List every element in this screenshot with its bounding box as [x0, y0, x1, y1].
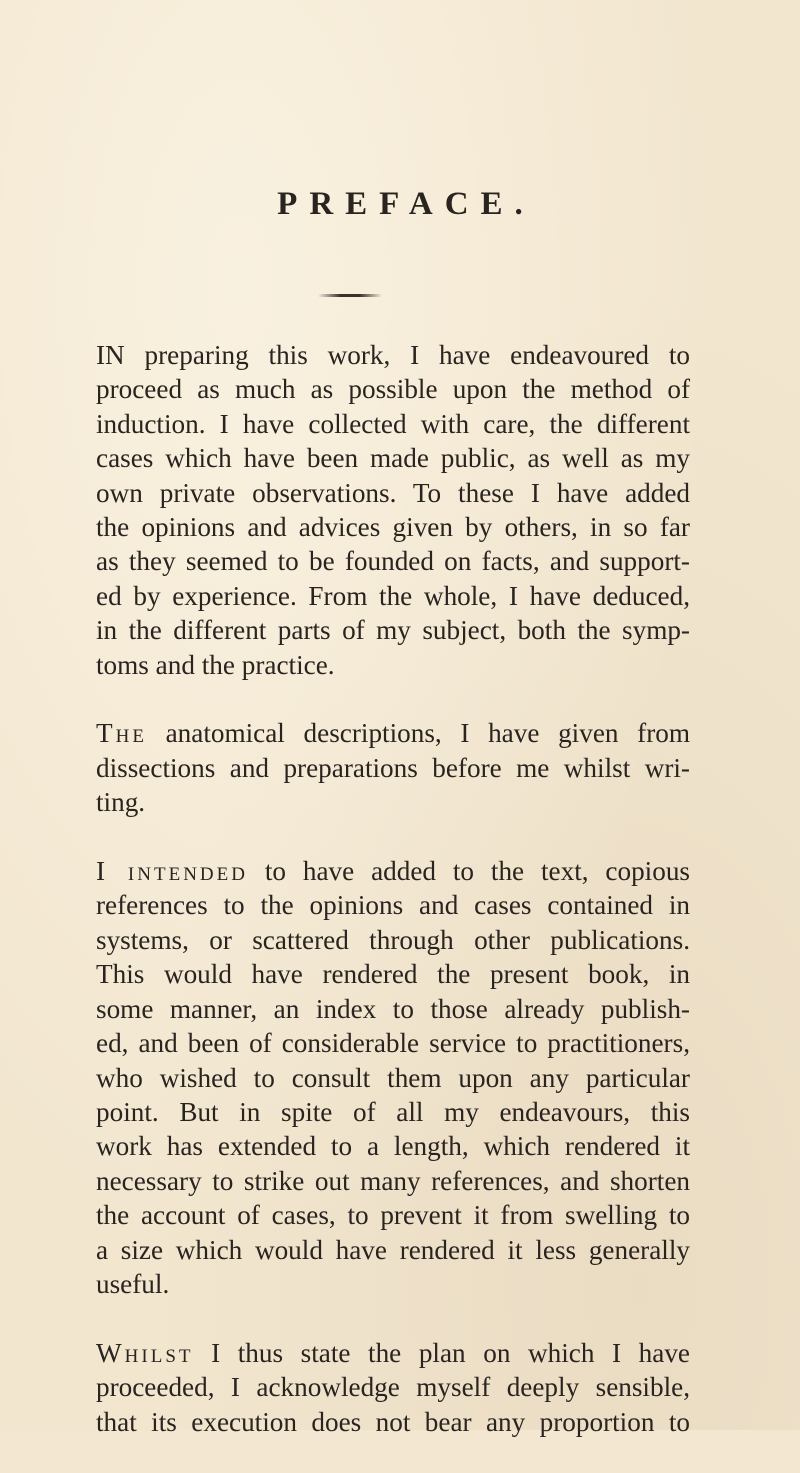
text-line: own private observations. To these I have added [96, 477, 690, 508]
lead-word: The [96, 718, 147, 749]
text-line: point. But in spite of all my endeavours, this [96, 1096, 690, 1127]
text-line: who wished to consult them upon any particular [96, 1062, 690, 1093]
text-line: induction. I have collected with care, the different [96, 408, 690, 439]
text-line: This would have rendered the present book, in [96, 959, 690, 990]
text-line: a size which would have rendered it less generally [96, 1234, 690, 1265]
text-line: dissections and preparations before me whilst wri- [96, 752, 690, 783]
text-line [96, 854, 690, 888]
lead-word: I intended [96, 856, 248, 887]
text-line: ting. [96, 787, 146, 818]
text-line: references to the opinions and cases contained in [96, 890, 690, 921]
page-title: PREFACE. [277, 186, 535, 222]
ornamental-rule [318, 294, 382, 297]
text-line: ed, and been of considerable service to practitioners, [96, 1028, 690, 1059]
paragraph-4 [96, 1336, 690, 1439]
text-line: the account of cases, to prevent it from swelling to [96, 1200, 690, 1231]
text-line [96, 338, 690, 372]
text-line: some manner, an index to those already publish- [96, 993, 690, 1024]
text-line: ed by experience. From the whole, I have deduced, [96, 580, 690, 611]
line-text: to have added to the text, copious [247, 856, 690, 887]
line-text: anatomical descriptions, I have given from [146, 718, 690, 749]
text-line [96, 716, 690, 750]
text-line: useful. [96, 1268, 170, 1299]
paragraph-2 [96, 716, 690, 819]
text-line [96, 1336, 690, 1370]
text-line: systems, or scattered through other publications. [96, 924, 690, 955]
text-line: in the different parts of my subject, both the symp- [96, 615, 690, 646]
text-line: proceed as much as possible upon the method of [96, 374, 690, 405]
text-line: the opinions and advices given by others, in so far [96, 512, 690, 543]
lead-word: IN [96, 340, 125, 370]
text-line: proceeded, I acknowledge myself deeply sensible, [96, 1372, 690, 1403]
text-line: toms and the practice. [96, 649, 335, 680]
text-line: that its execution does not bear any proportion to [96, 1406, 690, 1437]
text-line: cases which have been made public, as well as my [96, 443, 690, 474]
text-line: necessary to strike out many references, and shorten [96, 1165, 690, 1196]
paragraph-1 [96, 338, 690, 682]
text-line: as they seemed to be founded on facts, and support- [96, 546, 690, 577]
line-text: I thus state the plan on which I have [193, 1337, 690, 1368]
text-line: work has extended to a length, which rendered it [96, 1131, 690, 1162]
lead-word: Whilst [96, 1337, 194, 1368]
preface-body [96, 338, 690, 1473]
paragraph-3 [96, 854, 690, 1301]
line-text: preparing this work, I have endeavoured to [124, 340, 690, 370]
